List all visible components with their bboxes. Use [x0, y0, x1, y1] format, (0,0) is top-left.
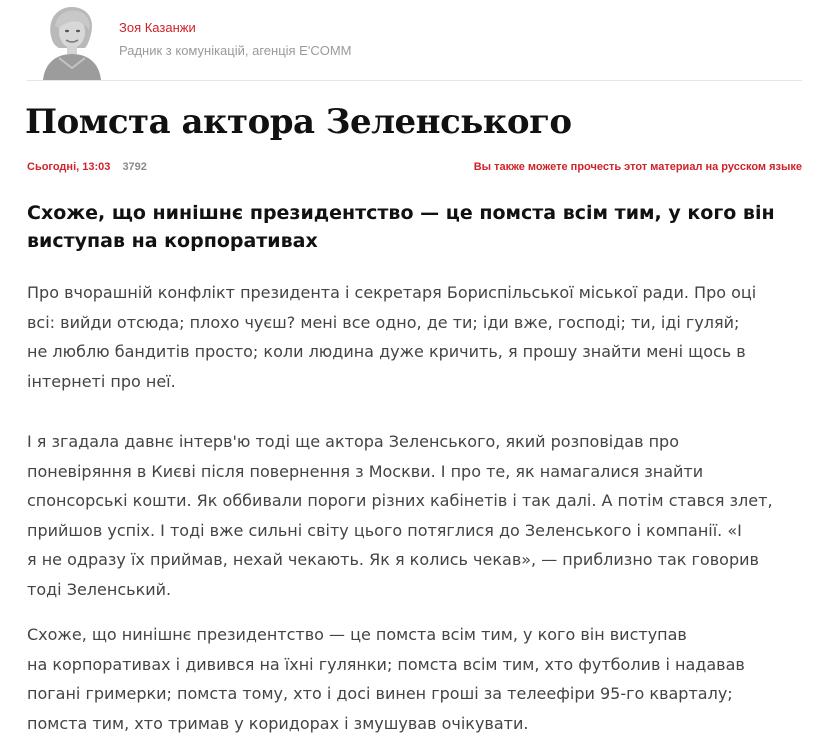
paragraph-line: І я згадала давнє інтерв'ю тоді ще актора Зеленського, який розповідав про — [27, 432, 679, 451]
author-portrait-icon — [37, 2, 107, 80]
paragraph-line: не люблю бандитів просто; коли людина дуже кричить, я прошу знайти мені щось в — [27, 342, 746, 361]
paragraph — [27, 620, 802, 738]
paragraph — [27, 278, 802, 396]
paragraph-line: спонсорські кошти. Як оббивали пороги різних кабінетів і так далі. А потім стався злет, — [27, 491, 773, 510]
paragraph-line: Схоже, що нинішнє президентство — це помста всім тим, у кого він виступав — [27, 625, 687, 644]
paragraph-line: я не одразу їх приймав, нехай чекають. Як я колись чекав», — приблизно так говорив — [27, 550, 759, 569]
paragraph-line: погані гримерки; помста тому, хто і досі винен гроші за телеефіри 95-го кварталу; — [27, 684, 733, 703]
author-avatar[interactable] — [37, 2, 107, 80]
paragraph-line: прийшов успіх. І тоді вже сильні світу цього потяглися до Зеленського і компанії. «І — [27, 520, 742, 540]
paragraph-line: всі: вийди отсюда; плохо чуєш? мені все одно, де ти; іди вже, господі; ти, іді гуляй; — [27, 312, 740, 332]
paragraph-line: помста тим, хто тримав у коридорах і змушував очікувати. — [27, 713, 529, 733]
paragraph — [27, 427, 802, 604]
author-block — [27, 0, 802, 81]
article-meta — [27, 159, 802, 175]
article-lead: Схоже, що нинішнє президентство — це помста всім тим, у кого він виступав на корпоративах — [27, 202, 775, 252]
article-date: Сьогодні, 13:03 — [27, 161, 111, 173]
author-role: Радник з комунікацій, агенція Е'COMM — [119, 43, 352, 58]
view-count: 3792 — [122, 161, 147, 173]
paragraph-line: тоді Зеленський. — [27, 579, 172, 599]
paragraph-line: інтернеті про неї. — [27, 371, 176, 391]
paragraph-line: на корпоративах і дивився на їхні гулянки; помста всім тим, хто футболив і надавав — [27, 654, 745, 674]
russian-version-link[interactable]: Вы также можете прочесть этот материал на русском языке — [473, 161, 802, 173]
article-title: Помста актора Зеленського — [25, 102, 572, 142]
paragraph-line: поневіряння в Києві після повернення з Москви. І про те, як намагалися знайти — [27, 461, 704, 481]
author-name-link[interactable]: Зоя Казанжи — [119, 20, 196, 35]
paragraph-line: Про вчорашній конфлікт президента і секретаря Бориспільської міської ради. Про оці — [27, 283, 757, 302]
